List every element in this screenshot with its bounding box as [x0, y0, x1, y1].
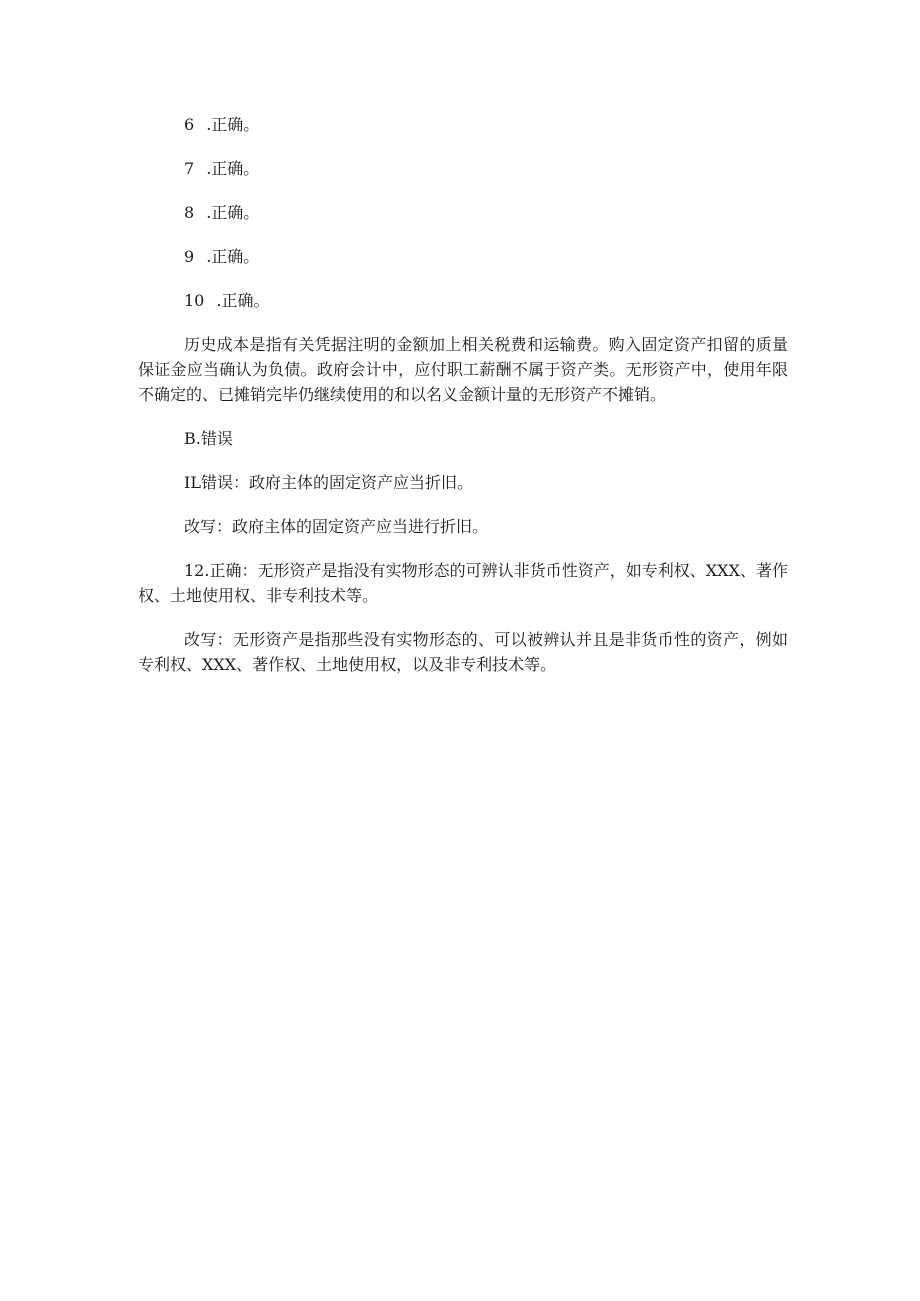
- item-text: .正确。: [206, 203, 260, 222]
- item-11-wrong: IL错误：政府主体的固定资产应当折旧。: [184, 473, 473, 492]
- item-number: 10: [184, 291, 205, 310]
- item-12-correct: 12.正确：无形资产是指没有实物形态的可辨认非货币性资产，如专利权、XXX、著作权、土地使用权、非专利技术等。: [138, 561, 788, 605]
- item-11-rewrite: 改写：政府主体的固定资产应当进行折旧。: [184, 517, 489, 536]
- historical-cost-paragraph: 历史成本是指有关凭据注明的金额加上相关税费和运输费。购入固定资产扣留的质量保证金应当确认为负债。政府会计中，应付职工薪酬不属于资产类。无形资产中，使用年限不确定的、已摊销完毕仍继续使用的和以名义金额计量的无形资产不摊销。: [138, 335, 788, 404]
- item-number: 9: [184, 247, 195, 266]
- answer-item-10: [138, 288, 788, 313]
- answer-item-8: [138, 200, 788, 225]
- answer-item-9: [138, 244, 788, 269]
- answer-item-6: [138, 112, 788, 137]
- item-12-rewrite: 改写：无形资产是指那些没有实物形态的、可以被辨认并且是非货币性的资产，例如专利权、XXX、著作权、土地使用权，以及非专利技术等。: [138, 630, 788, 674]
- b-wrong-label: B.错误: [184, 429, 233, 448]
- item-text: .正确。: [216, 291, 270, 310]
- item-text: .正确。: [206, 159, 260, 178]
- item-text: .正确。: [206, 115, 260, 134]
- document-body: [138, 112, 788, 696]
- item-number: 6: [184, 115, 195, 134]
- item-text: .正确。: [206, 247, 260, 266]
- item-number: 8: [184, 203, 195, 222]
- item-number: 7: [184, 159, 195, 178]
- answer-item-7: [138, 156, 788, 181]
